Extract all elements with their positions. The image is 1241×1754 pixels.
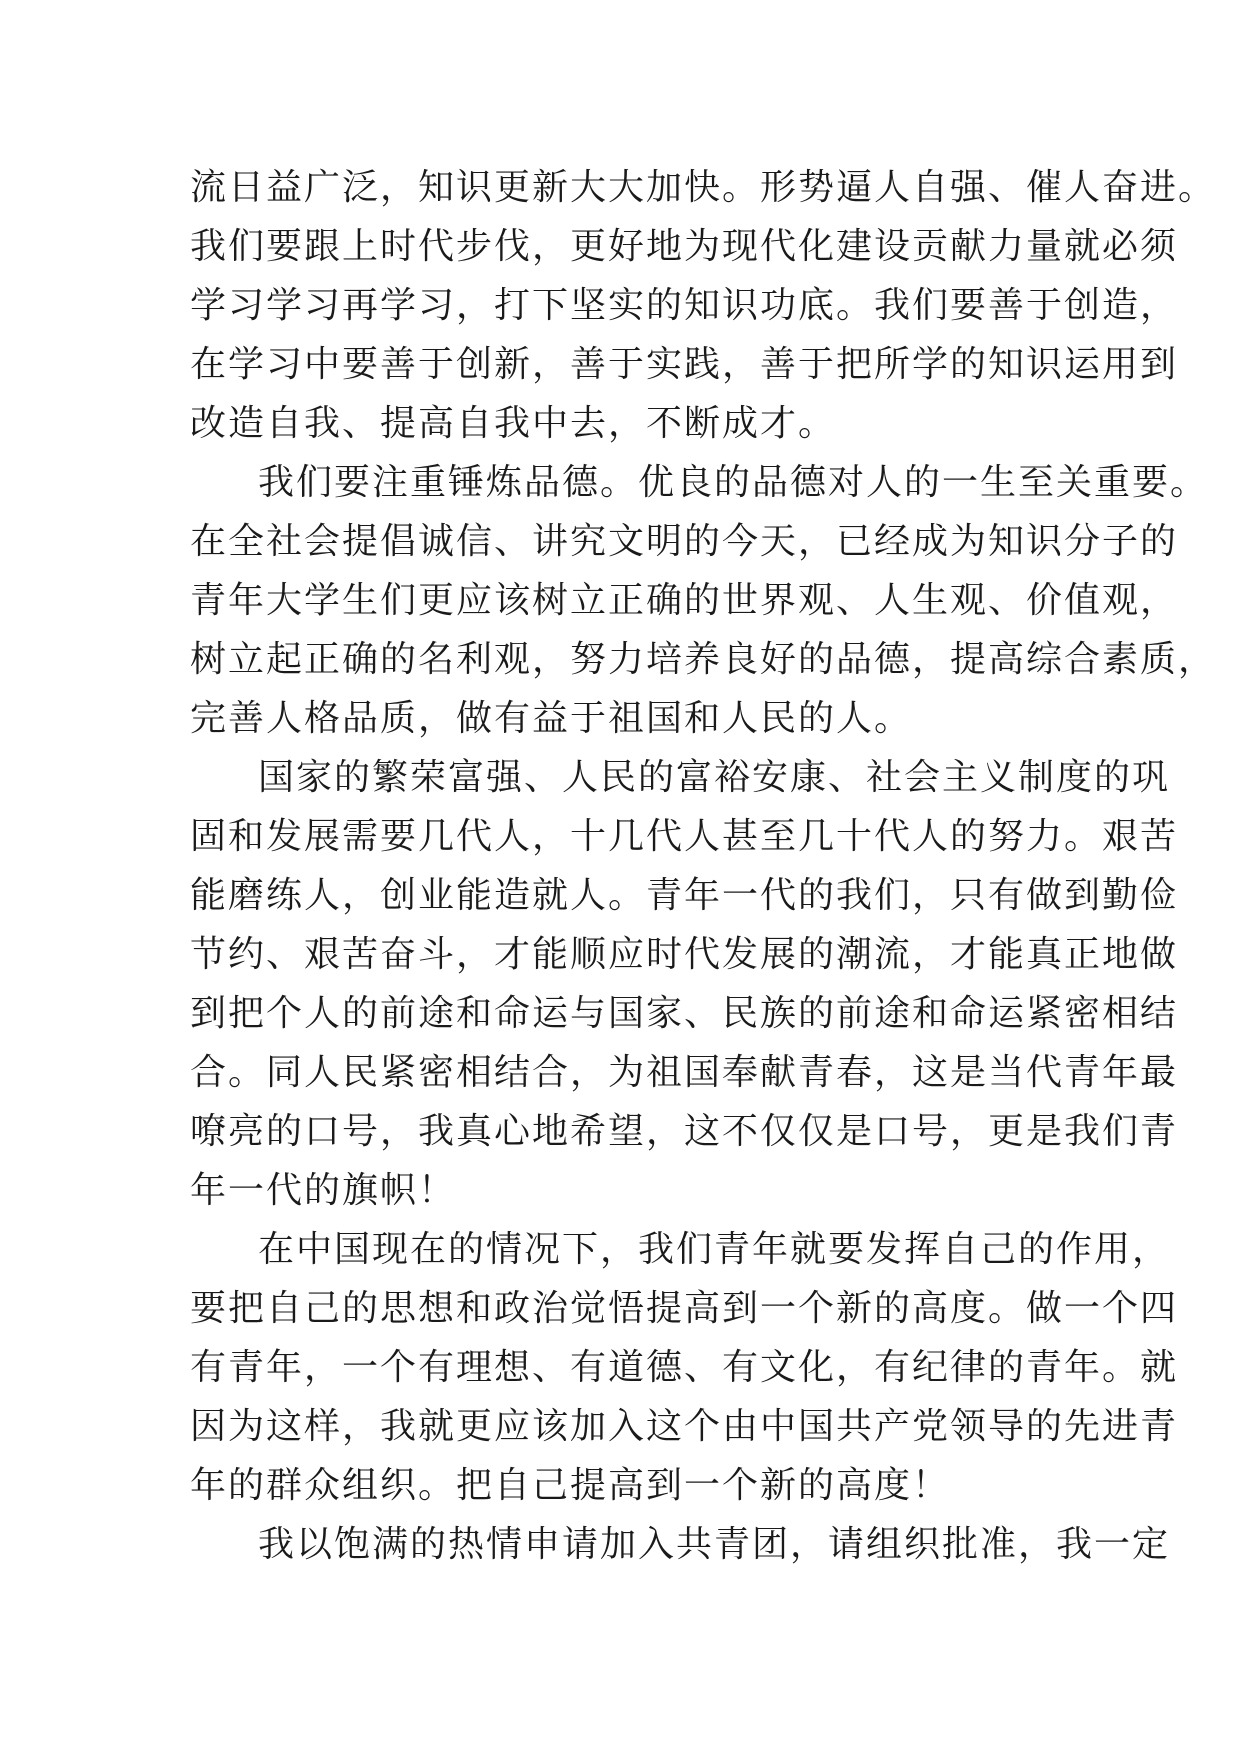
text-line: 能磨练人，创业能造就人。青年一代的我们，只有做到勤俭 bbox=[190, 875, 1179, 916]
text-line: 我们要跟上时代步伐，更好地为现代化建设贡献力量就必须 bbox=[190, 226, 1179, 267]
text-line: 在全社会提倡诚信、讲究文明的今天，已经成为知识分子的 bbox=[190, 521, 1179, 562]
text-line: 改造自我、提高自我中去，不断成才。 bbox=[190, 403, 837, 444]
text-line: 节约、艰苦奋斗，才能顺应时代发展的潮流，才能真正地做 bbox=[190, 934, 1179, 975]
paragraph-start-line: 我以饱满的热情申请加入共青团，请组织批准，我一定 bbox=[258, 1524, 1171, 1565]
text-line: 年一代的旗帜！ bbox=[190, 1170, 457, 1211]
text-line: 合。同人民紧密相结合，为祖国奉献青春，这是当代青年最 bbox=[190, 1052, 1179, 1093]
text-line: 固和发展需要几代人，十几代人甚至几十代人的努力。艰苦 bbox=[190, 816, 1179, 857]
paragraph-start-line: 我们要注重锤炼品德。优良的品德对人的一生至关重要。 bbox=[258, 462, 1209, 503]
text-line: 年的群众组织。把自己提高到一个新的高度！ bbox=[190, 1465, 951, 1506]
text-line: 有青年，一个有理想、有道德、有文化，有纪律的青年。就 bbox=[190, 1347, 1179, 1388]
text-line: 完善人格品质，做有益于祖国和人民的人。 bbox=[190, 698, 913, 739]
text-line: 到把个人的前途和命运与国家、民族的前途和命运紧密相结 bbox=[190, 993, 1179, 1034]
text-line: 青年大学生们更应该树立正确的世界观、人生观、价值观， bbox=[190, 580, 1179, 621]
paragraph-start-line: 国家的繁荣富强、人民的富裕安康、社会主义制度的巩 bbox=[258, 757, 1171, 798]
document-body bbox=[190, 158, 1217, 1574]
text-line: 嘹亮的口号，我真心地希望，这不仅仅是口号，更是我们青 bbox=[190, 1111, 1179, 1152]
text-line: 在学习中要善于创新，善于实践，善于把所学的知识运用到 bbox=[190, 344, 1179, 385]
paragraph-start-line: 在中国现在的情况下，我们青年就要发挥自己的作用， bbox=[258, 1229, 1171, 1270]
text-line: 学习学习再学习，打下坚实的知识功底。我们要善于创造， bbox=[190, 285, 1179, 326]
text-line: 要把自己的思想和政治觉悟提高到一个新的高度。做一个四 bbox=[190, 1288, 1179, 1329]
text-line: 因为这样，我就更应该加入这个由中国共产党领导的先进青 bbox=[190, 1406, 1179, 1447]
text-line: 流日益广泛，知识更新大大加快。形势逼人自强、催人奋进。 bbox=[190, 167, 1217, 208]
text-line: 树立起正确的名利观，努力培养良好的品德，提高综合素质， bbox=[190, 639, 1217, 680]
